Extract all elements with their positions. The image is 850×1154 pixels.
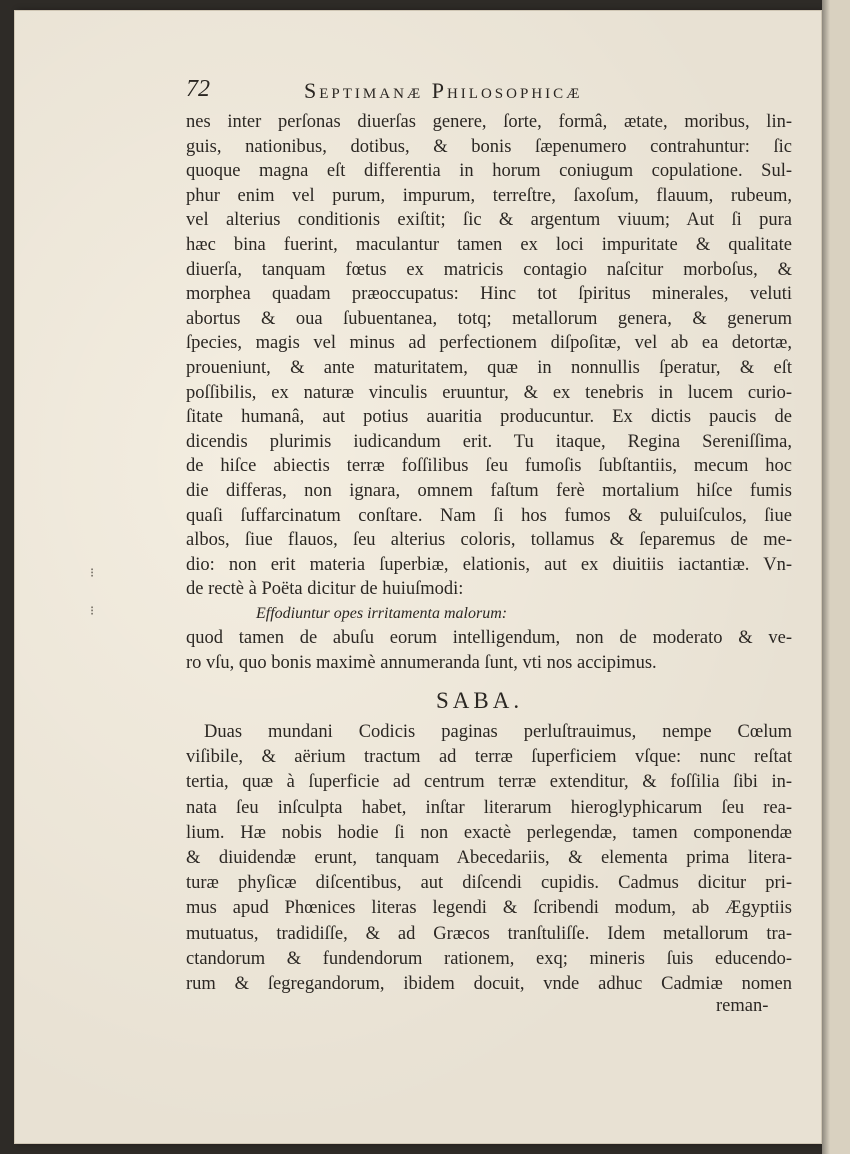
- text-line: die differas, non ignara, omnem faſtum ferè mortalium hiſce fumis: [186, 480, 792, 501]
- running-head: Septimanæ Philosophicæ: [304, 78, 583, 103]
- text-line: Duas mundani Codicis paginas perluſtrauimus, nempe Cœlum: [204, 722, 792, 742]
- text-line: ctandorum & fundendorum rationem, exq; mineris ſuis educendo-: [186, 948, 792, 969]
- text-line: ſitate humanâ, aut potius auaritia producuntur. Ex dictis paucis de: [186, 407, 792, 428]
- text-line: dicendis plurimis iudicandum erit. Tu itaque, Regina Sereniſſima,: [186, 431, 792, 452]
- text-line: vel alterius conditionis exiſtit; ſic & argentum viuum; Aut ſi pura: [186, 210, 792, 231]
- text-line: diuerſa, tanquam fœtus ex matricis contagio naſcitur morboſus, &: [186, 259, 792, 280]
- text-line: poſſibilis, ex naturæ vinculis eruuntur, & ex tenebris in lucem curio-: [186, 382, 792, 403]
- catchword: reman-: [716, 996, 769, 1016]
- text-line: mutuatus, tradidiſſe, & ad Græcos tranſtuliſſe. Idem metallorum tra-: [186, 923, 792, 944]
- page-header: [186, 76, 796, 108]
- text-line: rum & ſegregandorum, ibidem docuit, vnde adhuc Cadmiæ nomen: [186, 973, 792, 994]
- text-line: dio: non erit materia ſuperbiæ, elationis, aut ex diuitiis iactantiæ. Vn-: [186, 554, 792, 575]
- verse-quote: Effodiuntur opes irritamenta malorum:: [256, 604, 508, 622]
- text-line: & diuidendæ erunt, tanquam Abecedariis, & elementa prima litera-: [186, 847, 792, 868]
- text-line: morphea quadam præoccupatus: Hinc tot ſpiritus minerales, veluti: [186, 284, 792, 305]
- text-line: de hiſce abiectis terræ foſſilibus ſeu fumoſis ſubſtantiis, mecum hoc: [186, 456, 792, 477]
- text-line: turæ phyſicæ diſcentibus, aut diſcendi cupidis. Cadmus dicitur pri-: [186, 873, 792, 894]
- text-line: de rectè à Poëta dicitur de huiuſmodi:: [186, 579, 464, 600]
- text-line: mus apud Phœnices literas legendi & ſcribendi modum, ab Ægyptiis: [186, 898, 792, 919]
- text-line: ſpecies, magis vel minus ad perfectionem diſpoſitæ, vel ab ea detortæ,: [186, 333, 792, 354]
- page-number: 72: [186, 76, 210, 102]
- margin-mark: ⁝: [90, 566, 95, 581]
- text-line: viſibile, & aërium tractum ad terræ ſuperficiem vſque: nunc reſtat: [186, 747, 792, 768]
- text-line: ro vſu, quo bonis maximè annumeranda ſunt, vti nos accipimus.: [186, 653, 657, 674]
- paragraph-1: [186, 110, 792, 676]
- text-line: nata ſeu inſculpta habet, inſtar literarum hieroglyphicarum ſeu rea-: [186, 797, 792, 818]
- text-line: quod tamen de abuſu eorum intelligendum, non de moderato & ve-: [186, 628, 792, 649]
- text-line: tertia, quæ à ſuperficie ad centrum terræ extenditur, & foſſilia ſibi in-: [186, 772, 792, 793]
- paragraph-2: [186, 720, 792, 997]
- section-title: SABA.: [436, 688, 524, 713]
- facing-page-edge: [822, 0, 850, 1154]
- text-line: phur enim vel purum, impurum, terreſtre, ſaxoſum, flauum, rubeum,: [186, 185, 792, 206]
- text-line: lium. Hæ nobis hodie ſi non exactè perlegendæ, tamen componendæ: [186, 822, 792, 843]
- margin-mark: ⁝: [90, 604, 95, 619]
- text-line: hæc bina fuerint, maculantur tamen ex loci impuritate & qualitate: [186, 234, 792, 255]
- text-line: nes inter perſonas diuerſas genere, ſorte, formâ, ætate, moribus, lin-: [186, 112, 792, 132]
- text-line: albos, ſiue flauos, ſeu alterius coloris, tollamus & ſeparemus de me-: [186, 530, 792, 551]
- text-line: guis, nationibus, dotibus, & bonis ſæpenumero contrahuntur: ſic: [186, 136, 792, 157]
- text-line: quoque magna eſt differentia in horum coniugum copulatione. Sul-: [186, 161, 792, 182]
- text-line: abortus & oua ſubuentanea, totq; metallorum genera, & generum: [186, 308, 792, 329]
- text-line: proueniunt, & ante maturitatem, quæ in nonnullis ſperatur, & eſt: [186, 357, 792, 378]
- text-line: quaſi ſuffarcinatum conſtare. Nam ſi hos fumos & puluiſculos, ſiue: [186, 505, 792, 526]
